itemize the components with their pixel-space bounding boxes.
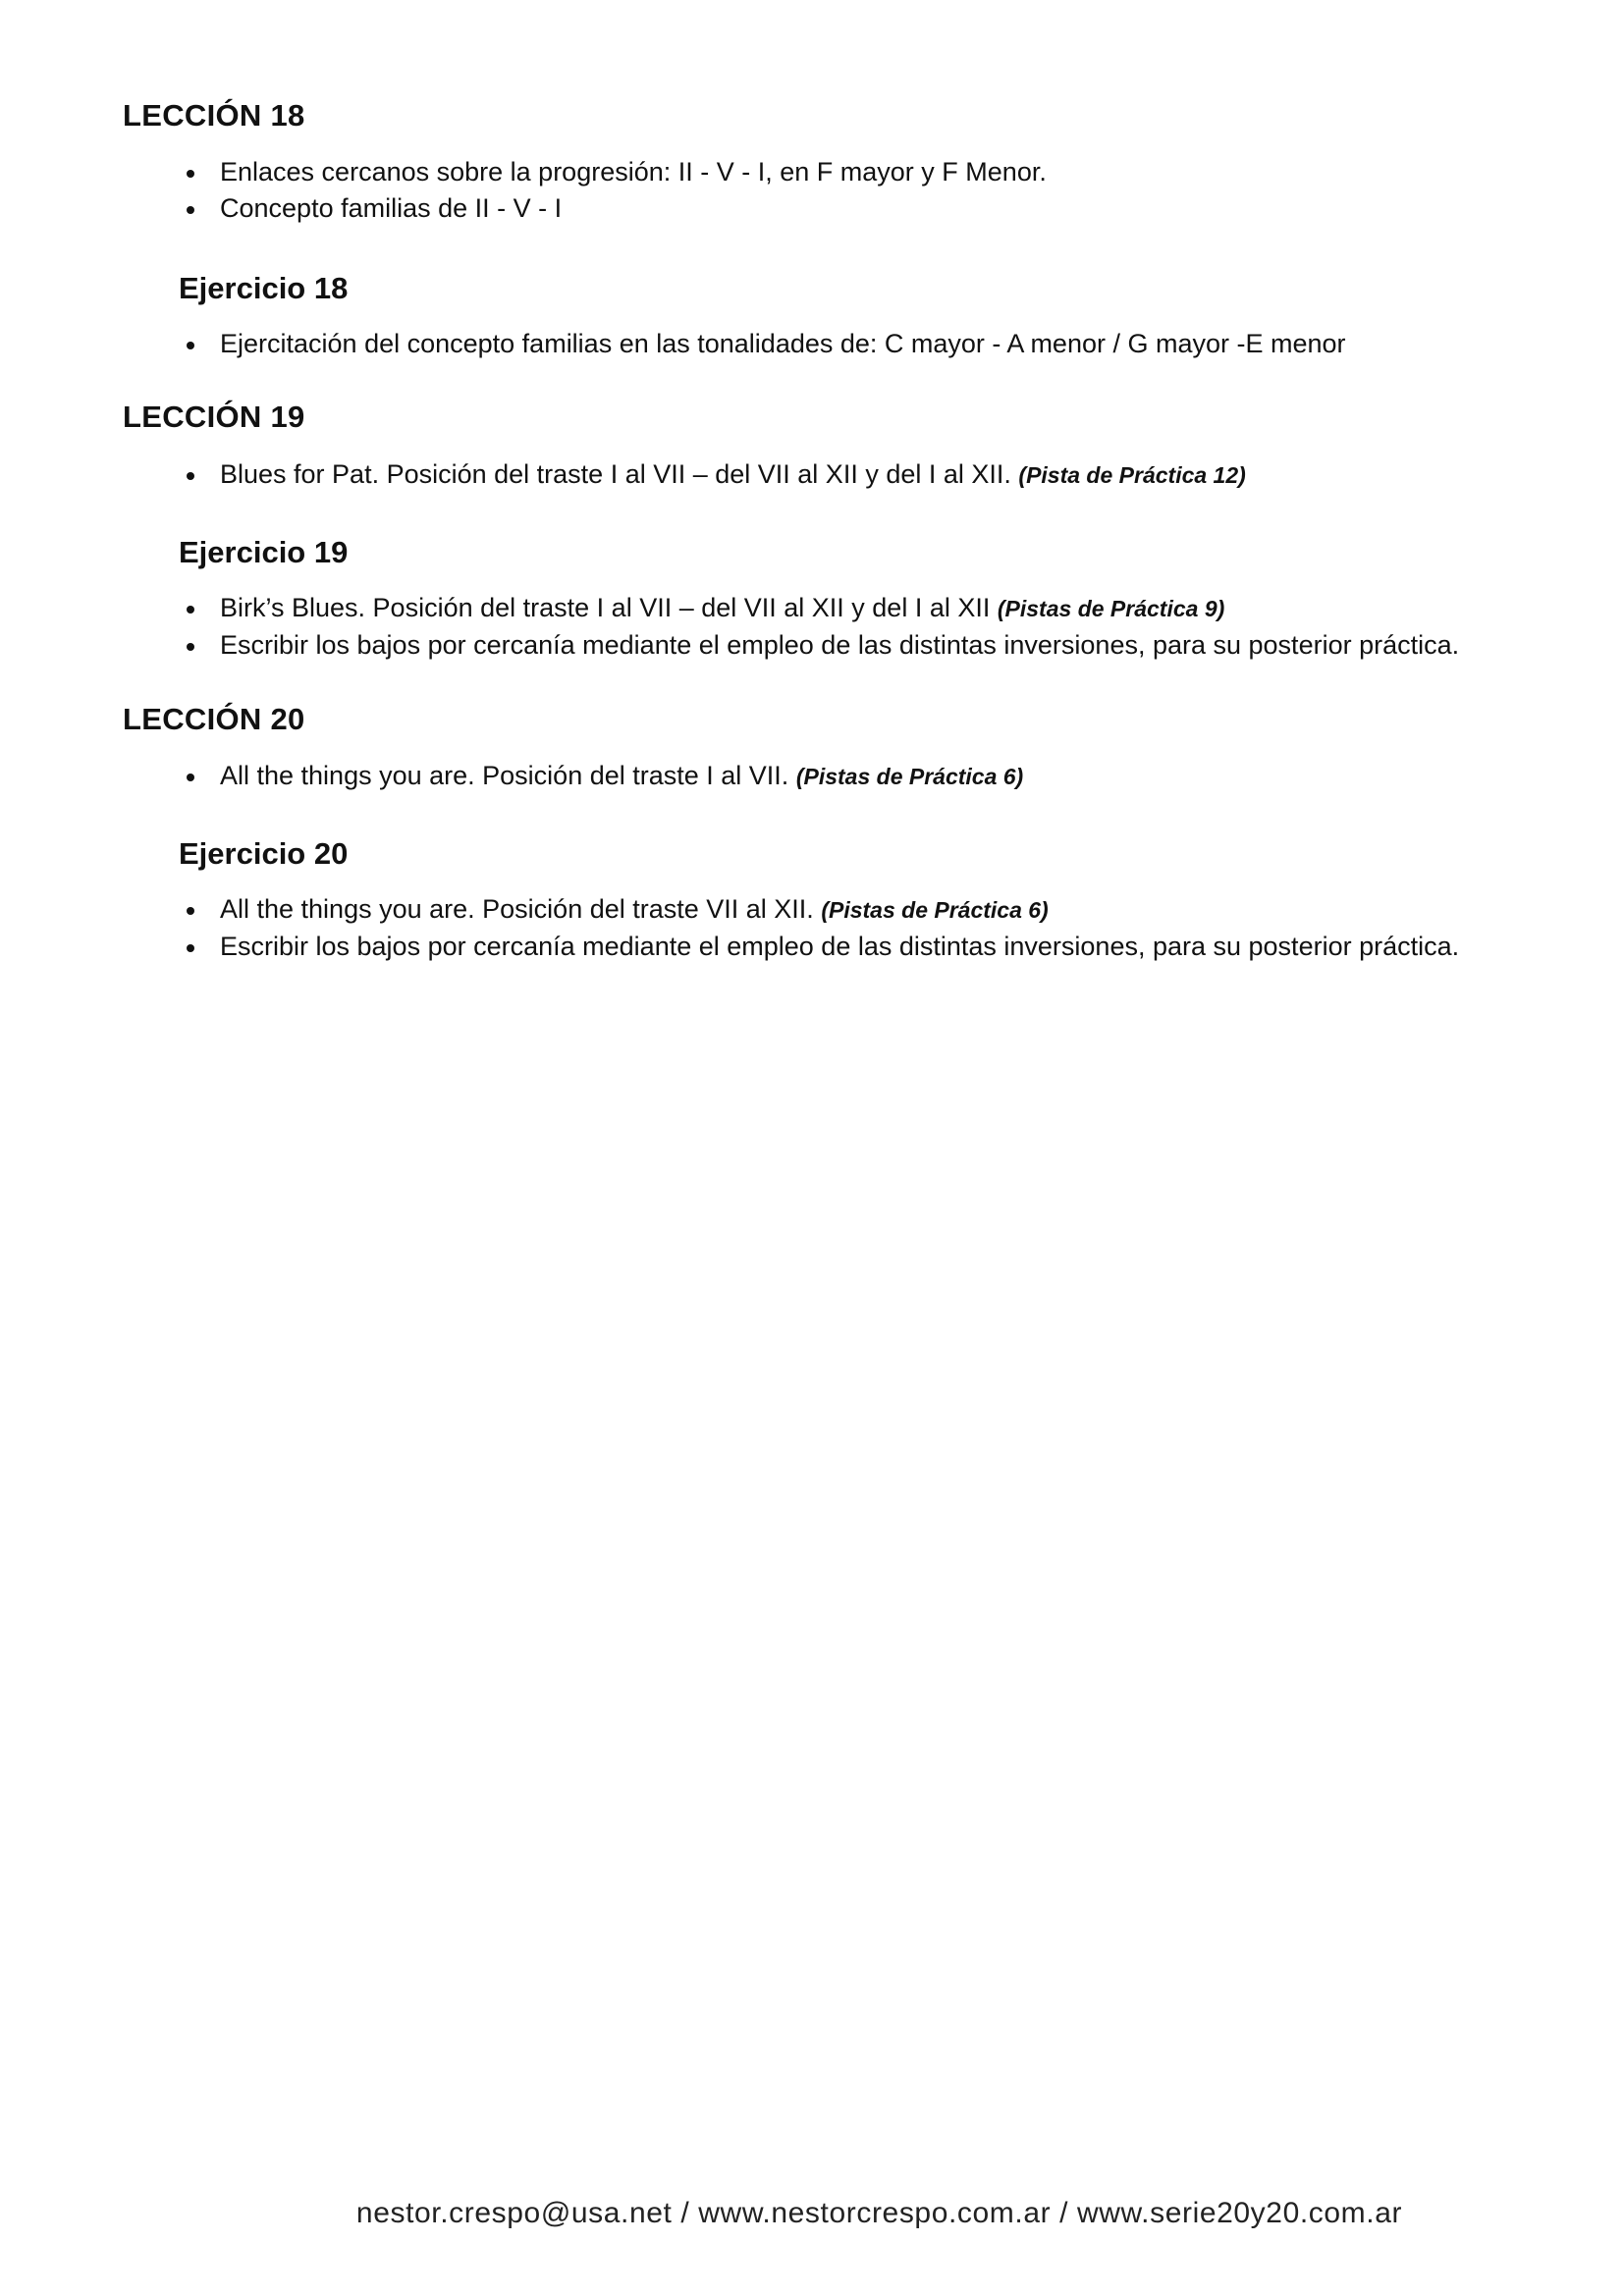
list-item xyxy=(179,326,1534,362)
list-item xyxy=(179,929,1534,965)
list-item xyxy=(179,190,1534,227)
list-item xyxy=(179,456,1534,494)
list-item xyxy=(179,154,1534,190)
list-item xyxy=(179,627,1534,664)
list-item-text: Concepto familias de II - V - I xyxy=(220,193,563,223)
practice-track-label: (Pistas de Práctica 6) xyxy=(821,897,1049,923)
lesson-18-list xyxy=(179,154,1534,227)
practice-track-label: (Pista de Práctica 12) xyxy=(1018,462,1246,488)
list-item xyxy=(179,590,1534,627)
exercise-20-list xyxy=(179,891,1534,965)
list-item-text: Escribir los bajos por cercanía mediante el empleo de las distintas inversiones, para su posterior práctica. xyxy=(220,932,1460,961)
practice-track-label: (Pistas de Práctica 9) xyxy=(997,596,1225,621)
bullet-icon xyxy=(187,643,194,651)
list-item xyxy=(179,891,1534,929)
exercise-18-title: Ejercicio 18 xyxy=(179,271,349,305)
lesson-19-title: LECCIÓN 19 xyxy=(123,400,305,434)
bullet-icon xyxy=(187,606,194,614)
bullet-icon xyxy=(187,472,194,480)
list-item-text: Ejercitación del concepto familias en las tonalidades de: C mayor - A menor / G mayor -E menor xyxy=(220,329,1346,358)
lesson-18-title: LECCIÓN 18 xyxy=(123,98,305,133)
list-item-text: Birk’s Blues. Posición del traste I al VII – del VII al XII y del I al XII xyxy=(220,593,991,622)
exercise-18-list xyxy=(179,326,1534,362)
exercise-20-title: Ejercicio 20 xyxy=(179,836,349,871)
list-item-text: Blues for Pat. Posición del traste I al VII – del VII al XII y del I al XII. xyxy=(220,459,1011,489)
bullet-icon xyxy=(187,170,194,178)
bullet-icon xyxy=(187,206,194,214)
page-footer xyxy=(0,2197,1623,2230)
bullet-icon xyxy=(187,907,194,915)
exercise-19-title: Ejercicio 19 xyxy=(179,535,349,569)
list-item-text: All the things you are. Posición del traste VII al XII. xyxy=(220,894,814,924)
list-item xyxy=(179,758,1534,795)
list-item-text: Escribir los bajos por cercanía mediante el empleo de las distintas inversiones, para su posterior práctica. xyxy=(220,630,1460,660)
lesson-20-list xyxy=(179,758,1534,795)
list-item-text: All the things you are. Posición del traste I al VII. xyxy=(220,761,789,790)
lesson-19-list xyxy=(179,456,1534,494)
exercise-19-list xyxy=(179,590,1534,664)
list-item-text: Enlaces cercanos sobre la progresión: II - V - I, en F mayor y F Menor. xyxy=(220,157,1047,187)
bullet-icon xyxy=(187,342,194,349)
bullet-icon xyxy=(187,944,194,952)
footer-contact-text: nestor.crespo@usa.net / www.nestorcrespo.com.ar / www.serie20y20.com.ar xyxy=(355,2197,1403,2229)
practice-track-label: (Pistas de Práctica 6) xyxy=(795,764,1024,789)
bullet-icon xyxy=(187,774,194,781)
lesson-20-title: LECCIÓN 20 xyxy=(123,702,305,736)
